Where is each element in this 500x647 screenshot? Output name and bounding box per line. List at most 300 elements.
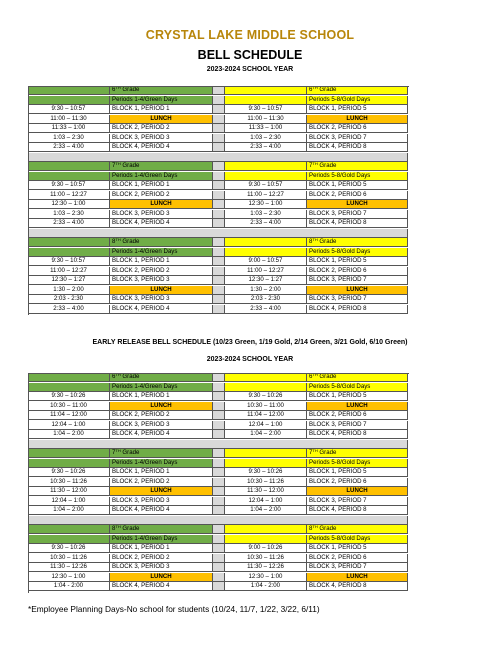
time-cell: 12:04 – 1:00 bbox=[28, 421, 110, 430]
divider-cell bbox=[213, 286, 225, 295]
header-blank-cell bbox=[28, 535, 110, 544]
divider-cell bbox=[213, 276, 225, 285]
header-blank-cell bbox=[225, 248, 307, 257]
header-blank-cell bbox=[225, 449, 307, 458]
grade-periods-label: Periods 5-8/Gold Days bbox=[307, 248, 408, 257]
grade-word: Grade bbox=[317, 162, 337, 169]
time-cell: 10:30 – 11:26 bbox=[225, 478, 307, 487]
lunch-cell: LUNCH bbox=[307, 573, 408, 582]
grade-word: Grade bbox=[120, 373, 140, 380]
grade-label bbox=[110, 86, 213, 95]
block-cell: BLOCK 1, PERIOD 5 bbox=[307, 181, 408, 190]
header-blank-cell bbox=[28, 373, 110, 382]
separator-cell bbox=[28, 440, 408, 449]
block-cell: BLOCK 2, PERIOD 6 bbox=[307, 411, 408, 420]
block-cell: BLOCK 4, PERIOD 8 bbox=[307, 305, 408, 314]
divider-cell bbox=[213, 162, 225, 171]
grade-label bbox=[110, 238, 213, 247]
divider-cell bbox=[213, 210, 225, 219]
lunch-cell: LUNCH bbox=[110, 286, 213, 295]
grade-header-row bbox=[28, 162, 475, 171]
grade-header-row bbox=[28, 525, 475, 534]
grade-number: 6 bbox=[309, 86, 313, 93]
time-cell: 9:00 – 10:57 bbox=[225, 257, 307, 266]
block-cell: BLOCK 3, PERIOD 7 bbox=[307, 295, 408, 304]
time-cell: 2:03 - 2:30 bbox=[28, 295, 110, 304]
time-cell: 1:03 – 2:30 bbox=[28, 210, 110, 219]
grade-label bbox=[307, 525, 408, 534]
time-cell: 11:00 – 12:27 bbox=[28, 191, 110, 200]
table-row bbox=[28, 276, 475, 285]
divider-cell bbox=[213, 191, 225, 200]
divider-cell bbox=[213, 124, 225, 133]
block-cell: BLOCK 1, PERIOD 1 bbox=[110, 468, 213, 477]
table-row bbox=[28, 478, 475, 487]
grade-header-row bbox=[28, 449, 475, 458]
header-blank-cell bbox=[225, 172, 307, 181]
time-cell: 2:33 – 4:00 bbox=[28, 143, 110, 152]
grade-suffix: TH bbox=[115, 162, 121, 166]
time-cell: 11:30 – 12:26 bbox=[225, 563, 307, 572]
block-cell: BLOCK 4, PERIOD 4 bbox=[110, 305, 213, 314]
time-cell: 9:30 – 10:57 bbox=[28, 181, 110, 190]
section-separator-row bbox=[28, 153, 475, 162]
table-row bbox=[28, 421, 475, 430]
time-cell: 12:04 – 1:00 bbox=[225, 497, 307, 506]
grade-label bbox=[110, 449, 213, 458]
time-cell: 11:30 – 12:00 bbox=[225, 487, 307, 496]
time-cell: 12:30 – 1:00 bbox=[225, 573, 307, 582]
divider-cell bbox=[213, 219, 225, 228]
table-row bbox=[28, 200, 475, 209]
table-row bbox=[28, 411, 475, 420]
table-row bbox=[28, 124, 475, 133]
grade-periods-label: Periods 5-8/Gold Days bbox=[307, 459, 408, 468]
block-cell: BLOCK 3, PERIOD 7 bbox=[307, 421, 408, 430]
divider-cell bbox=[213, 563, 225, 572]
grade-number: 6 bbox=[112, 86, 116, 93]
time-cell: 12:30 – 1:27 bbox=[28, 276, 110, 285]
divider-cell bbox=[213, 267, 225, 276]
header-blank-cell bbox=[28, 172, 110, 181]
time-cell: 9:30 – 10:57 bbox=[28, 257, 110, 266]
time-cell: 10:30 – 11:26 bbox=[28, 478, 110, 487]
grade-suffix: TH bbox=[312, 373, 318, 377]
table-row bbox=[28, 210, 475, 219]
time-cell: 9:30 – 10:26 bbox=[28, 392, 110, 401]
time-cell: 1:30 – 2:00 bbox=[28, 286, 110, 295]
table-row bbox=[28, 181, 475, 190]
table-row bbox=[28, 286, 475, 295]
grade-suffix: TH bbox=[115, 373, 121, 377]
time-cell: 9:00 – 10:26 bbox=[225, 544, 307, 553]
time-cell: 1:04 – 2:00 bbox=[28, 506, 110, 515]
time-cell: 2:33 – 4:00 bbox=[225, 305, 307, 314]
block-cell: BLOCK 1, PERIOD 5 bbox=[307, 105, 408, 114]
grade-header-row bbox=[28, 238, 475, 247]
time-cell: 9:30 – 10:26 bbox=[225, 468, 307, 477]
block-cell: BLOCK 4, PERIOD 4 bbox=[110, 143, 213, 152]
time-cell: 2:33 – 4:00 bbox=[225, 143, 307, 152]
separator-cell bbox=[28, 229, 408, 238]
block-cell: BLOCK 2, PERIOD 6 bbox=[307, 554, 408, 563]
grade-suffix: TH bbox=[312, 162, 318, 166]
divider-cell bbox=[213, 459, 225, 468]
header-blank-cell bbox=[28, 86, 110, 95]
block-cell: BLOCK 4, PERIOD 8 bbox=[307, 143, 408, 152]
time-cell: 9:30 – 10:57 bbox=[28, 105, 110, 114]
time-cell: 10:30 – 11:26 bbox=[225, 554, 307, 563]
grade-label bbox=[110, 525, 213, 534]
header-blank-cell bbox=[225, 525, 307, 534]
section-separator-row bbox=[28, 229, 475, 238]
divider-cell bbox=[213, 172, 225, 181]
grade-suffix: TH bbox=[115, 525, 121, 529]
block-cell: BLOCK 3, PERIOD 3 bbox=[110, 421, 213, 430]
table-row bbox=[28, 115, 475, 124]
block-cell: BLOCK 1, PERIOD 5 bbox=[307, 257, 408, 266]
time-cell: 1:04 - 2:00 bbox=[225, 582, 307, 591]
grade-word: Grade bbox=[120, 449, 140, 456]
grade-suffix: TH bbox=[115, 238, 121, 242]
grade-number: 7 bbox=[309, 449, 313, 456]
divider-cell bbox=[213, 143, 225, 152]
divider-cell bbox=[213, 305, 225, 314]
block-cell: BLOCK 3, PERIOD 3 bbox=[110, 295, 213, 304]
header-blank-cell bbox=[225, 96, 307, 105]
header-blank-cell bbox=[28, 238, 110, 247]
time-cell: 10:30 – 11:26 bbox=[28, 554, 110, 563]
block-cell: BLOCK 2, PERIOD 6 bbox=[307, 267, 408, 276]
block-cell: BLOCK 2, PERIOD 6 bbox=[307, 124, 408, 133]
divider-cell bbox=[213, 411, 225, 420]
block-cell: BLOCK 2, PERIOD 2 bbox=[110, 411, 213, 420]
block-cell: BLOCK 1, PERIOD 1 bbox=[110, 544, 213, 553]
time-cell: 2:33 – 4:00 bbox=[28, 305, 110, 314]
time-cell: 10:30 – 11:00 bbox=[225, 402, 307, 411]
grade-suffix: TH bbox=[312, 238, 318, 242]
grade-header-row bbox=[28, 86, 475, 95]
header-blank-cell bbox=[28, 459, 110, 468]
header-blank-cell bbox=[225, 459, 307, 468]
header-blank-cell bbox=[225, 535, 307, 544]
time-cell: 12:30 – 1:00 bbox=[28, 200, 110, 209]
grade-number: 8 bbox=[112, 525, 116, 532]
grade-subheader-row bbox=[28, 383, 475, 392]
divider-cell bbox=[213, 373, 225, 382]
time-cell: 11:00 – 12:27 bbox=[225, 191, 307, 200]
grade-number: 6 bbox=[309, 373, 313, 380]
divider-cell bbox=[213, 248, 225, 257]
time-cell: 11:04 – 12:00 bbox=[28, 411, 110, 420]
grade-label bbox=[307, 86, 408, 95]
grade-number: 7 bbox=[309, 162, 313, 169]
lunch-cell: LUNCH bbox=[307, 487, 408, 496]
grade-periods-label: Periods 5-8/Gold Days bbox=[307, 96, 408, 105]
block-cell: BLOCK 1, PERIOD 1 bbox=[110, 257, 213, 266]
header-blank-cell bbox=[28, 248, 110, 257]
table-row bbox=[28, 191, 475, 200]
divider-cell bbox=[213, 105, 225, 114]
time-cell: 1:04 – 2:00 bbox=[28, 430, 110, 439]
block-cell: BLOCK 4, PERIOD 8 bbox=[307, 430, 408, 439]
grade-number: 8 bbox=[309, 238, 313, 245]
block-cell: BLOCK 4, PERIOD 8 bbox=[307, 506, 408, 515]
grade-periods-label: Periods 1-4/Green Days bbox=[110, 383, 213, 392]
block-cell: BLOCK 3, PERIOD 3 bbox=[110, 276, 213, 285]
early-release-title: EARLY RELEASE BELL SCHEDULE (10/23 Green, 1/19 Gold, 2/14 Green, 3/21 Gold, 6/10 Green) bbox=[92, 339, 408, 346]
time-cell: 11:30 – 12:26 bbox=[28, 563, 110, 572]
divider-cell bbox=[213, 525, 225, 534]
time-cell: 2:03 - 2:30 bbox=[225, 295, 307, 304]
header-blank-cell bbox=[225, 238, 307, 247]
table-row bbox=[28, 497, 475, 506]
grade-periods-label: Periods 1-4/Green Days bbox=[110, 96, 213, 105]
table-row bbox=[28, 257, 475, 266]
time-cell: 9:30 – 10:26 bbox=[225, 392, 307, 401]
grade-suffix: TH bbox=[312, 86, 318, 90]
divider-cell bbox=[213, 544, 225, 553]
time-cell: 11:00 – 12:27 bbox=[225, 267, 307, 276]
block-cell: BLOCK 2, PERIOD 2 bbox=[110, 554, 213, 563]
divider-cell bbox=[213, 468, 225, 477]
block-cell: BLOCK 4, PERIOD 4 bbox=[110, 506, 213, 515]
divider-cell bbox=[213, 478, 225, 487]
time-cell: 9:30 – 10:26 bbox=[28, 544, 110, 553]
grade-periods-label: Periods 1-4/Green Days bbox=[110, 172, 213, 181]
block-cell: BLOCK 1, PERIOD 1 bbox=[110, 181, 213, 190]
divider-cell bbox=[213, 295, 225, 304]
divider-cell bbox=[213, 573, 225, 582]
lunch-cell: LUNCH bbox=[110, 487, 213, 496]
time-cell: 1:04 – 2:00 bbox=[225, 430, 307, 439]
grade-number: 7 bbox=[112, 162, 116, 169]
block-cell: BLOCK 4, PERIOD 8 bbox=[307, 219, 408, 228]
grade-label bbox=[110, 373, 213, 382]
table-row bbox=[28, 573, 475, 582]
separator-cell bbox=[28, 153, 408, 162]
grade-label bbox=[110, 162, 213, 171]
divider-cell bbox=[213, 535, 225, 544]
block-cell: BLOCK 3, PERIOD 3 bbox=[110, 210, 213, 219]
header-blank-cell bbox=[225, 86, 307, 95]
time-cell: 11:33 – 1:00 bbox=[225, 124, 307, 133]
time-cell: 2:33 – 4:00 bbox=[225, 219, 307, 228]
grade-word: Grade bbox=[317, 525, 337, 532]
section-separator-row bbox=[28, 516, 475, 525]
grade-label bbox=[307, 449, 408, 458]
table-row bbox=[28, 430, 475, 439]
block-cell: BLOCK 1, PERIOD 1 bbox=[110, 392, 213, 401]
divider-cell bbox=[213, 430, 225, 439]
table-row bbox=[28, 305, 475, 314]
block-cell: BLOCK 1, PERIOD 5 bbox=[307, 468, 408, 477]
table-row bbox=[28, 134, 475, 143]
grade-subheader-row bbox=[28, 172, 475, 181]
grade-suffix: TH bbox=[115, 86, 121, 90]
grade-subheader-row bbox=[28, 459, 475, 468]
time-cell: 1:04 - 2:00 bbox=[28, 582, 110, 591]
divider-cell bbox=[213, 257, 225, 266]
grade-subheader-row bbox=[28, 96, 475, 105]
grade-periods-label: Periods 5-8/Gold Days bbox=[307, 172, 408, 181]
divider-cell bbox=[213, 134, 225, 143]
lunch-cell: LUNCH bbox=[307, 286, 408, 295]
header-blank-cell bbox=[28, 449, 110, 458]
table-row bbox=[28, 402, 475, 411]
grade-word: Grade bbox=[120, 86, 140, 93]
grade-periods-label: Periods 1-4/Green Days bbox=[110, 535, 213, 544]
table-row bbox=[28, 267, 475, 276]
time-cell: 11:00 – 12:27 bbox=[28, 267, 110, 276]
divider-cell bbox=[213, 383, 225, 392]
block-cell: BLOCK 4, PERIOD 8 bbox=[307, 582, 408, 591]
header-blank-cell bbox=[225, 373, 307, 382]
table-row bbox=[28, 143, 475, 152]
separator-cell bbox=[28, 516, 408, 525]
lunch-cell: LUNCH bbox=[110, 200, 213, 209]
block-cell: BLOCK 2, PERIOD 2 bbox=[110, 267, 213, 276]
table-row bbox=[28, 219, 475, 228]
time-cell: 9:30 – 10:57 bbox=[225, 105, 307, 114]
grade-word: Grade bbox=[317, 373, 337, 380]
grade-periods-label: Periods 5-8/Gold Days bbox=[307, 383, 408, 392]
block-cell: BLOCK 1, PERIOD 5 bbox=[307, 544, 408, 553]
divider-cell bbox=[213, 96, 225, 105]
time-cell: 1:03 – 2:30 bbox=[225, 134, 307, 143]
time-cell: 9:30 – 10:57 bbox=[225, 181, 307, 190]
block-cell: BLOCK 2, PERIOD 2 bbox=[110, 478, 213, 487]
school-name: CRYSTAL LAKE MIDDLE SCHOOL bbox=[145, 28, 355, 42]
divider-cell bbox=[213, 582, 225, 591]
header-blank-cell bbox=[28, 162, 110, 171]
grade-periods-label: Periods 1-4/Green Days bbox=[110, 248, 213, 257]
grade-number: 8 bbox=[112, 238, 116, 245]
grade-suffix: TH bbox=[312, 525, 318, 529]
divider-cell bbox=[213, 402, 225, 411]
block-cell: BLOCK 2, PERIOD 6 bbox=[307, 478, 408, 487]
lunch-cell: LUNCH bbox=[110, 115, 213, 124]
header-blank-cell bbox=[28, 525, 110, 534]
lunch-cell: LUNCH bbox=[110, 573, 213, 582]
block-cell: BLOCK 4, PERIOD 4 bbox=[110, 582, 213, 591]
divider-cell bbox=[213, 554, 225, 563]
block-cell: BLOCK 1, PERIOD 5 bbox=[307, 392, 408, 401]
time-cell: 12:04 – 1:00 bbox=[225, 421, 307, 430]
table-row bbox=[28, 105, 475, 114]
page-title: BELL SCHEDULE bbox=[197, 48, 303, 62]
table-row bbox=[28, 506, 475, 515]
block-cell: BLOCK 2, PERIOD 6 bbox=[307, 191, 408, 200]
table-row bbox=[28, 544, 475, 553]
grade-number: 7 bbox=[112, 449, 116, 456]
header-blank-cell bbox=[28, 96, 110, 105]
block-cell: BLOCK 3, PERIOD 7 bbox=[307, 563, 408, 572]
block-cell: BLOCK 1, PERIOD 1 bbox=[110, 105, 213, 114]
time-cell: 12:04 – 1:00 bbox=[28, 497, 110, 506]
time-cell: 1:03 – 2:30 bbox=[28, 134, 110, 143]
divider-cell bbox=[213, 181, 225, 190]
time-cell: 11:33 – 1:00 bbox=[28, 124, 110, 133]
block-cell: BLOCK 3, PERIOD 3 bbox=[110, 563, 213, 572]
grade-number: 6 bbox=[112, 373, 116, 380]
block-cell: BLOCK 2, PERIOD 2 bbox=[110, 191, 213, 200]
time-cell: 12:30 – 1:27 bbox=[225, 276, 307, 285]
table-row bbox=[28, 487, 475, 496]
time-cell: 11:30 – 12:00 bbox=[28, 487, 110, 496]
block-cell: BLOCK 4, PERIOD 4 bbox=[110, 430, 213, 439]
grade-periods-label: Periods 1-4/Green Days bbox=[110, 459, 213, 468]
block-cell: BLOCK 3, PERIOD 7 bbox=[307, 497, 408, 506]
time-cell: 9:30 – 10:26 bbox=[28, 468, 110, 477]
divider-cell bbox=[213, 86, 225, 95]
grade-periods-label: Periods 5-8/Gold Days bbox=[307, 535, 408, 544]
grade-word: Grade bbox=[120, 238, 140, 245]
grade-word: Grade bbox=[317, 449, 337, 456]
block-cell: BLOCK 3, PERIOD 3 bbox=[110, 497, 213, 506]
block-cell: BLOCK 3, PERIOD 3 bbox=[110, 134, 213, 143]
time-cell: 11:04 – 12:00 bbox=[225, 411, 307, 420]
grade-suffix: TH bbox=[115, 449, 121, 453]
divider-cell bbox=[213, 506, 225, 515]
time-cell: 11:00 – 11:30 bbox=[28, 115, 110, 124]
time-cell: 2:33 – 4:00 bbox=[28, 219, 110, 228]
grade-header-row bbox=[28, 373, 475, 382]
time-cell: 1:30 – 2:00 bbox=[225, 286, 307, 295]
early-release-school-year: 2023-2024 SCHOOL YEAR bbox=[206, 356, 294, 363]
time-cell: 11:00 – 11:30 bbox=[225, 115, 307, 124]
table-row bbox=[28, 582, 475, 591]
block-cell: BLOCK 2, PERIOD 2 bbox=[110, 124, 213, 133]
grade-subheader-row bbox=[28, 248, 475, 257]
divider-cell bbox=[213, 238, 225, 247]
grade-label bbox=[307, 162, 408, 171]
divider-cell bbox=[213, 421, 225, 430]
time-cell: 12:30 – 1:00 bbox=[225, 200, 307, 209]
school-year: 2023-2024 SCHOOL YEAR bbox=[206, 66, 294, 73]
block-cell: BLOCK 4, PERIOD 4 bbox=[110, 219, 213, 228]
grade-word: Grade bbox=[317, 86, 337, 93]
block-cell: BLOCK 3, PERIOD 7 bbox=[307, 134, 408, 143]
time-cell: 12:30 – 1:00 bbox=[28, 573, 110, 582]
lunch-cell: LUNCH bbox=[307, 402, 408, 411]
header-blank-cell bbox=[225, 162, 307, 171]
grade-word: Grade bbox=[120, 162, 140, 169]
divider-cell bbox=[213, 487, 225, 496]
header-blank-cell bbox=[28, 383, 110, 392]
table-row bbox=[28, 295, 475, 304]
block-cell: BLOCK 3, PERIOD 7 bbox=[307, 276, 408, 285]
grade-subheader-row bbox=[28, 535, 475, 544]
section-separator-row bbox=[28, 440, 475, 449]
divider-cell bbox=[213, 497, 225, 506]
footnote: *Employee Planning Days-No school for students (10/24, 11/7, 1/22, 3/22, 6/11) bbox=[28, 604, 320, 614]
divider-cell bbox=[213, 115, 225, 124]
table-row bbox=[28, 468, 475, 477]
divider-cell bbox=[213, 200, 225, 209]
table-row bbox=[28, 563, 475, 572]
header-blank-cell bbox=[225, 383, 307, 392]
time-cell: 1:04 – 2:00 bbox=[225, 506, 307, 515]
lunch-cell: LUNCH bbox=[110, 402, 213, 411]
lunch-cell: LUNCH bbox=[307, 115, 408, 124]
lunch-cell: LUNCH bbox=[307, 200, 408, 209]
divider-cell bbox=[213, 392, 225, 401]
grade-number: 8 bbox=[309, 525, 313, 532]
block-cell: BLOCK 3, PERIOD 7 bbox=[307, 210, 408, 219]
time-cell: 1:03 – 2:30 bbox=[225, 210, 307, 219]
grade-word: Grade bbox=[120, 525, 140, 532]
